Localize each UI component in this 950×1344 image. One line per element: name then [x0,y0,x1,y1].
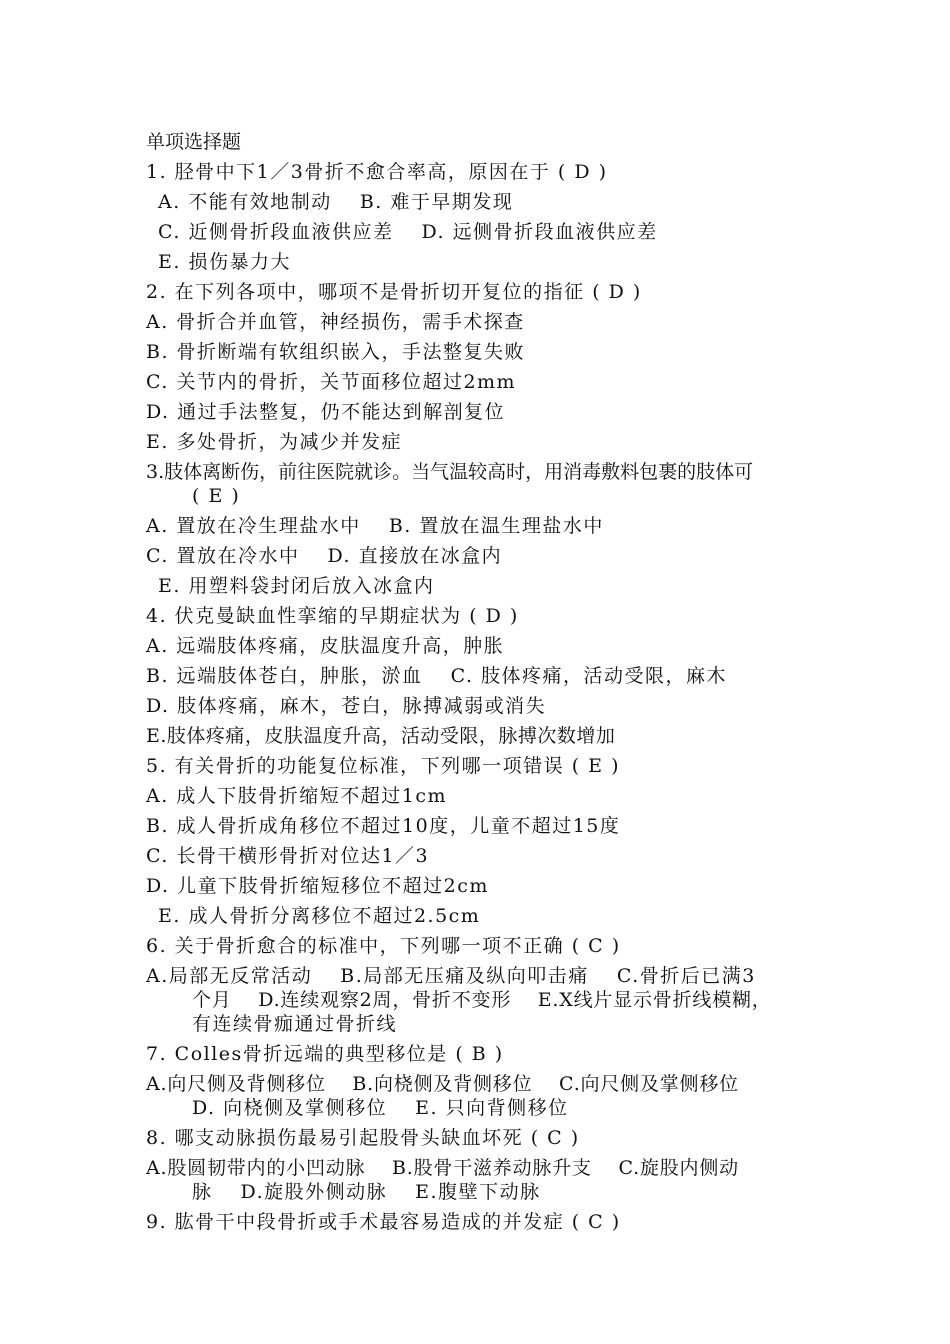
text-line: A.股圆韧带内的小凹动脉 B.股骨干滋养动脉升支 C.旋股内侧动 [146,1157,739,1179]
text-line: A. 骨折合并血管，神经损伤，需手术探查 [146,311,525,333]
text-line: 个月 D.连续观察2周，骨折不变形 E.X线片显示骨折线模糊， [192,989,772,1011]
text-line: B. 成人骨折成角移位不超过10度，儿童不超过15度 [146,815,621,837]
text-line: 8. 哪支动脉损伤最易引起股骨头缺血坏死 ( C ) [146,1127,580,1149]
text-line: E. 用塑料袋封闭后放入冰盒内 [158,575,435,597]
text-line: ( E ) [192,485,241,507]
text-line: C. 长骨干横形骨折对位达1／3 [146,845,430,867]
text-line: A.向尺侧及背侧移位 B.向桡侧及背侧移位 C.向尺侧及掌侧移位 [146,1073,739,1095]
text-line: 2. 在下列各项中，哪项不是骨折切开复位的指征 ( D ) [146,281,642,303]
text-line: D. 儿童下肢骨折缩短移位不超过2cm [146,875,489,897]
text-line: 5. 有关骨折的功能复位标准，下列哪一项错误 ( E ) [146,755,620,777]
text-line: E. 多处骨折，为减少并发症 [146,431,402,453]
text-line: B. 远端肢体苍白，肿胀，淤血 C. 肢体疼痛，活动受限，麻木 [146,665,728,687]
text-line: C. 置放在冷水中 D. 直接放在冰盒内 [146,545,503,567]
text-line: E.肢体疼痛，皮肤温度升高，活动受限，脉搏次数增加 [146,725,616,747]
text-line: 7. Colles骨折远端的典型移位是 ( B ) [146,1043,504,1065]
text-line: B. 骨折断端有软组织嵌入，手法整复失败 [146,341,526,363]
text-line: 4. 伏克曼缺血性挛缩的早期症状为 ( D ) [146,605,519,627]
text-line: E. 成人骨折分离移位不超过2.5cm [158,905,481,927]
text-line: A. 置放在冷生理盐水中 B. 置放在温生理盐水中 [146,515,604,537]
text-line: A. 不能有效地制动 B. 难于早期发现 [158,191,514,213]
text-line: A.局部无反常活动 B.局部无压痛及纵向叩击痛 C.骨折后已满3 [146,965,756,987]
text-line: D. 向桡侧及掌侧移位 E. 只向背侧移位 [192,1097,569,1119]
text-line: 6. 关于骨折愈合的标准中，下列哪一项不正确 ( C ) [146,935,621,957]
text-line: 1. 胫骨中下1／3骨折不愈合率高，原因在于 ( D ) [146,161,608,183]
text-line: C. 近侧骨折段血液供应差 D. 远侧骨折段血液供应差 [158,221,658,243]
text-line: C. 关节内的骨折，关节面移位超过2mm [146,371,517,393]
text-line: A. 成人下肢骨折缩短不超过1cm [146,785,448,807]
text-line: 3.肢体离断伤，前往医院就诊。当气温较高时，用消毒敷料包裹的肢体可 [146,461,754,483]
text-line: E. 损伤暴力大 [158,251,291,273]
section-title: 单项选择题 [146,131,242,153]
text-line: D. 肢体疼痛，麻木，苍白，脉搏减弱或消失 [146,695,547,717]
text-line: A. 远端肢体疼痛，皮肤温度升高，肿胀 [146,635,505,657]
text-line: 9. 肱骨干中段骨折或手术最容易造成的并发症 ( C ) [146,1211,621,1233]
text-line: 有连续骨痂通过骨折线 [192,1013,398,1035]
text-line: D. 通过手法整复，仍不能达到解剖复位 [146,401,506,423]
text-line: 脉 D.旋股外侧动脉 E.腹壁下动脉 [192,1181,541,1203]
